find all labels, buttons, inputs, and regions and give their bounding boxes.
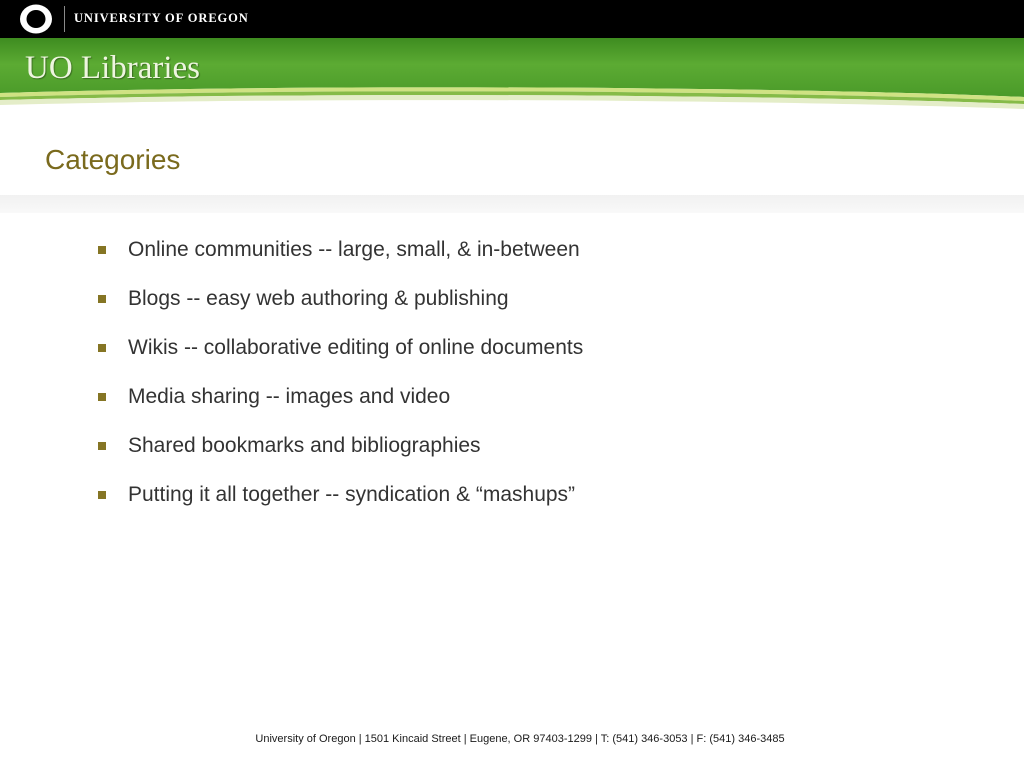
list-item-text: Shared bookmarks and bibliographies — [128, 434, 481, 457]
list-item — [0, 274, 1024, 323]
list-item-text: Putting it all together -- syndication & “mashups” — [128, 483, 576, 506]
list-item-text: Wikis -- collaborative editing of online documents — [128, 336, 584, 359]
banner-title: UO Libraries — [25, 50, 201, 86]
list-item-text: Blogs -- easy web authoring & publishing — [128, 287, 509, 310]
list-item-text: Media sharing -- images and video — [128, 385, 451, 408]
list-item — [0, 372, 1024, 421]
list-item — [0, 225, 1024, 274]
footer-address: University of Oregon | 1501 Kincaid Street | Eugene, OR 97403-1299 | T: (541) 346-3053 | F: (541) 346-3485 — [255, 733, 785, 745]
square-bullet-icon — [98, 344, 106, 352]
header-divider — [64, 6, 65, 32]
slide-title: Categories — [45, 144, 181, 175]
bullet-list — [0, 225, 1024, 519]
list-item — [0, 421, 1024, 470]
square-bullet-icon — [98, 295, 106, 303]
title-underline-band — [0, 195, 1024, 213]
list-item-text: Online communities -- large, small, & in-between — [128, 238, 580, 261]
list-item — [0, 323, 1024, 372]
university-header-bar — [0, 0, 1024, 38]
square-bullet-icon — [98, 393, 106, 401]
uo-o-logo-icon — [19, 4, 53, 34]
square-bullet-icon — [98, 491, 106, 499]
square-bullet-icon — [98, 246, 106, 254]
list-item — [0, 470, 1024, 519]
square-bullet-icon — [98, 442, 106, 450]
university-name: UNIVERSITY OF OREGON — [74, 11, 249, 25]
